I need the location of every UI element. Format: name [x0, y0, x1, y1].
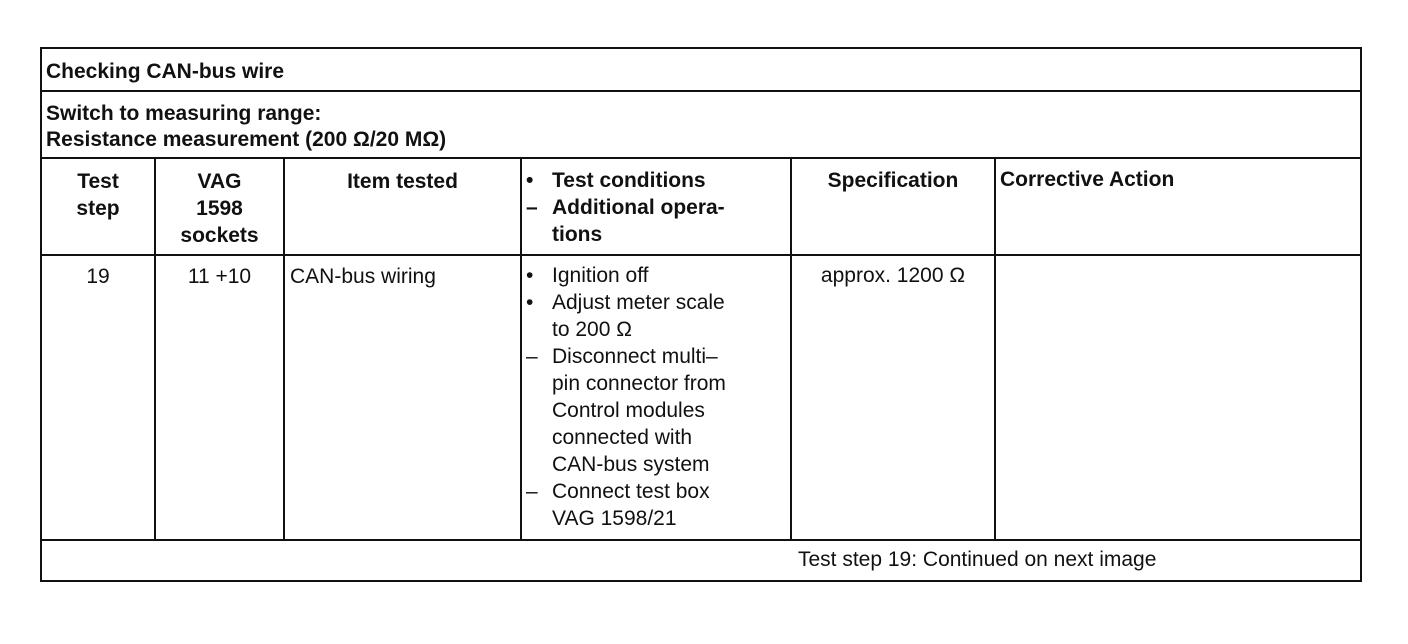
- dash-marker: –: [526, 345, 538, 368]
- header-conditions: [522, 167, 788, 248]
- condition-item: [522, 262, 788, 289]
- footer-note: [798, 546, 1156, 573]
- header-condition-item-text: Additional opera- tions: [552, 196, 725, 246]
- bullet-marker: •: [526, 169, 534, 192]
- condition-item: [522, 478, 788, 532]
- bullet-marker: •: [526, 291, 534, 314]
- header-condition-item-text: Test conditions: [552, 169, 706, 192]
- header-condition-item: [522, 167, 788, 194]
- row-specification: approx. 1200 Ω: [820, 264, 966, 287]
- footer-note-text: Test step 19: Continued on next: [798, 548, 1100, 571]
- row-test-step: 19: [86, 265, 110, 288]
- col-divider-5: [994, 157, 996, 541]
- condition-item-text: Disconnect multi– pin connector from Control modules connected with CAN-bus system: [552, 345, 726, 476]
- header-specification: Specification: [827, 169, 959, 192]
- col-divider-2: [283, 157, 285, 541]
- header-sockets: VAG 1598 sockets: [180, 170, 259, 247]
- test-procedure-table: [40, 47, 1362, 582]
- footer-note-emphasis: image: [1099, 548, 1157, 571]
- row-sockets: 11 +10: [187, 265, 252, 288]
- row-conditions: [522, 262, 788, 532]
- dash-marker: –: [526, 480, 538, 503]
- dash-marker: –: [526, 196, 538, 219]
- condition-item-text: Adjust meter scale to 200 Ω: [552, 291, 725, 341]
- range-line-1: Switch to measuring range:: [46, 102, 322, 125]
- header-condition-item: [522, 194, 788, 248]
- header-corrective-action: Corrective Action: [1000, 168, 1175, 191]
- rule-title: [42, 90, 1360, 92]
- header-item-tested: Item tested: [347, 170, 458, 193]
- rule-range: [42, 157, 1360, 159]
- condition-item: [522, 343, 788, 478]
- table-title: Checking CAN-bus wire: [46, 60, 285, 83]
- range-line-2: Resistance measurement (200 Ω/20 MΩ): [46, 128, 447, 151]
- col-divider-4: [790, 157, 792, 541]
- rule-header: [42, 254, 1360, 256]
- bullet-marker: •: [526, 264, 534, 287]
- row-item-tested: CAN-bus wiring: [290, 265, 436, 288]
- condition-item-text: Connect test box VAG 1598/21: [552, 480, 710, 530]
- rule-footer: [42, 539, 1360, 541]
- condition-item: [522, 289, 788, 343]
- header-test-step: Test step: [76, 170, 120, 220]
- condition-item-text: Ignition off: [552, 264, 649, 287]
